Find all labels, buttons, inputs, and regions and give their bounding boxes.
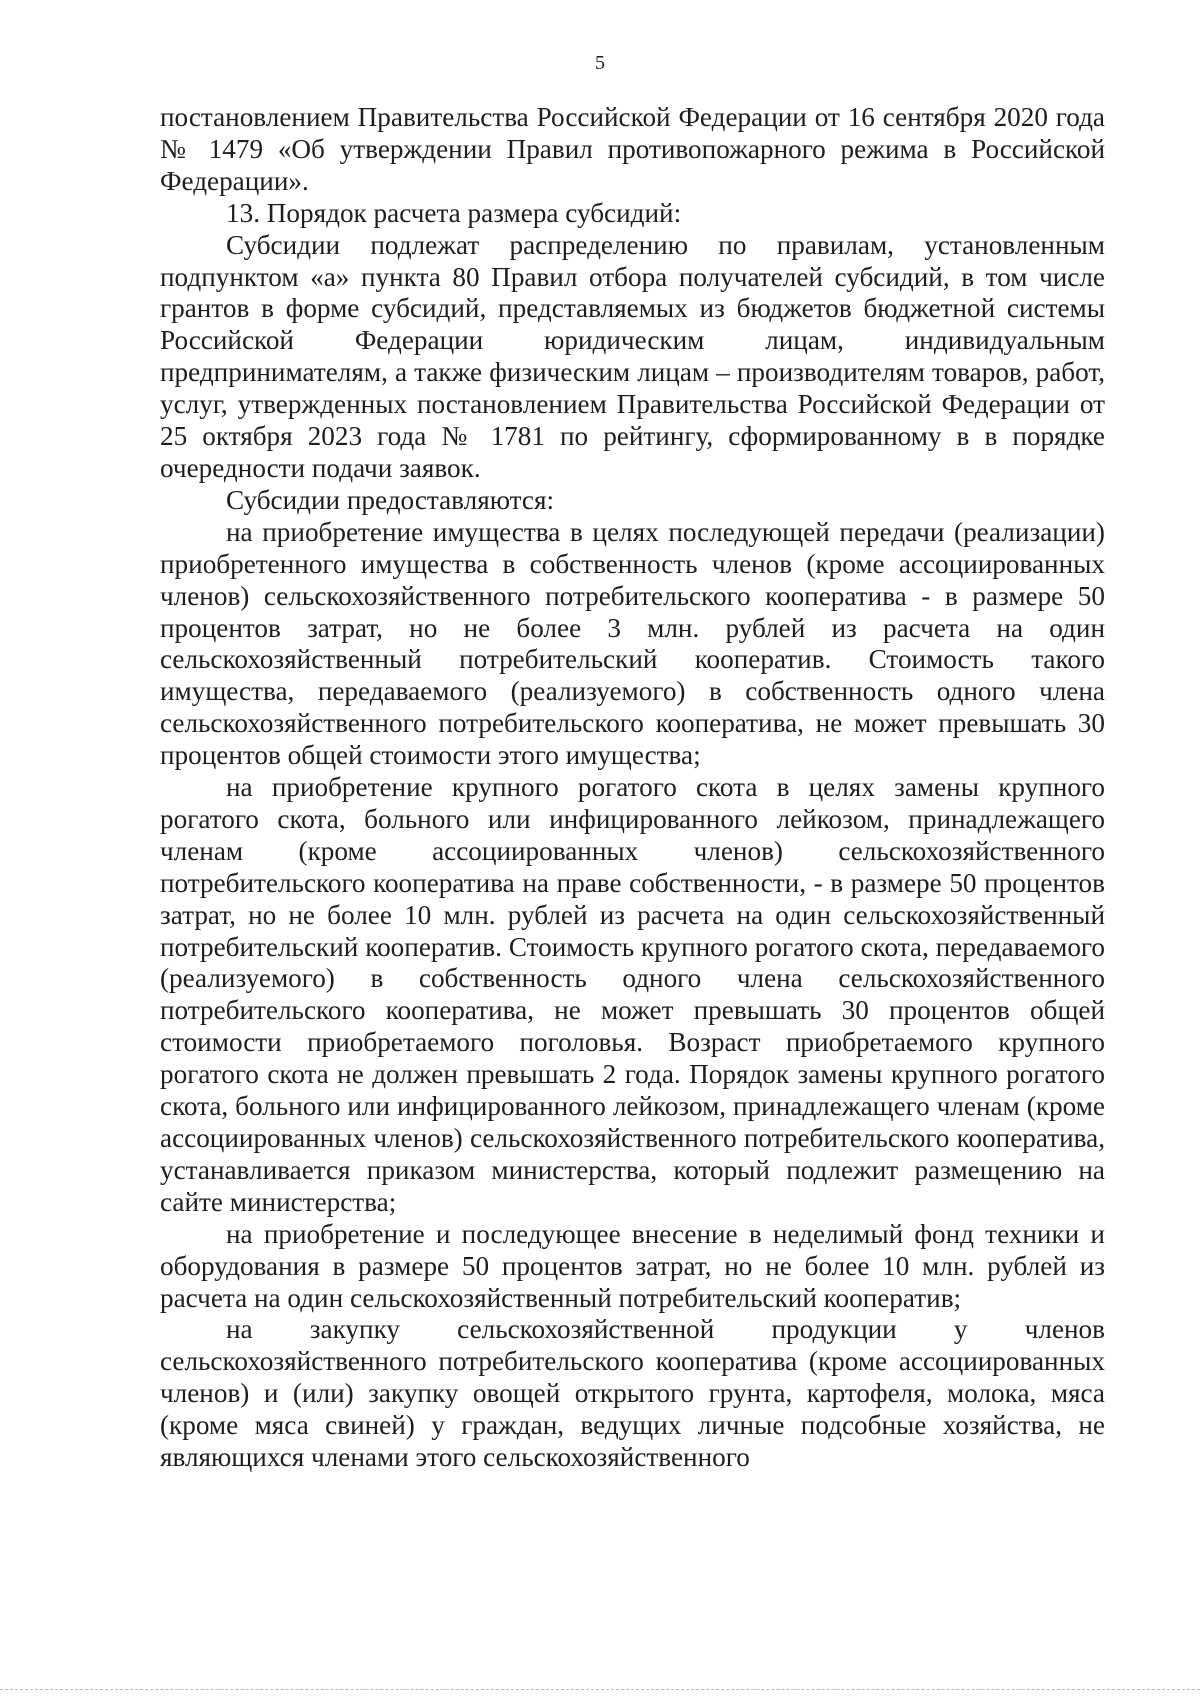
paragraph-equipment-acquisition: на приобретение и последующее внесение в неделимый фонд техники и оборудования в размере 50 процентов затрат, но не более 10 млн. рублей из расчета на один сельскохозяйственный потребительский кооператив; xyxy=(160,1218,1105,1313)
page-number: 5 xyxy=(595,52,605,74)
paragraph-distribution-rules: Субсидии подлежат распределению по правилам, установленным подпунктом «а» пункта 80 Правил отбора получателей субсидий, в том числе грантов в форме субсидий, представляемых из бюджетов бюджетной системы Российской Федерации юридическим лицам, индивидуальным предпринимателям, а также физическим лицам – производителям товаров, работ, услуг, утвержденных постановлением Правительства Российской Федерации от 25 октября 2023 года № 1781 по рейтингу, сформированному в в порядке очередности подачи заявок. xyxy=(160,229,1105,483)
paragraph-continuation: постановлением Правительства Российской Федерации от 16 сентября 2020 года № 1479 «Об утверждении Правил противопожарного режима в Российской Федерации». xyxy=(160,102,1105,196)
paragraph-property-acquisition: на приобретение имущества в целях последующей передачи (реализации) приобретенного имущества в собственность членов (кроме ассоциированных членов) сельскохозяйственного потребительского кооператива - в размере 50 процентов затрат, но не более 3 млн. рублей из расчета на один сельскохозяйственный потребительский кооператив. Стоимость такого имущества, передаваемого (реализуемого) в собственность одного члена сельскохозяйственного потребительского кооператива, не может превышать 30 процентов общей стоимости этого имущества; xyxy=(160,516,1105,771)
paragraph-produce-purchase: на закупку сельскохозяйственной продукции у членов сельскохозяйственного потребительского кооператива (кроме ассоциированных членов) и (или) закупку овощей открытого грунта, картофеля, молока, мяса (кроме мяса свиней) у граждан, ведущих личные подсобные хозяйства, не являющихся членами этого сельскохозяйственного xyxy=(160,1314,1105,1473)
paragraph-cattle-acquisition: на приобретение крупного рогатого скота в целях замены крупного рогатого скота, больного или инфицированного лейкозом, принадлежащего членам (кроме ассоциированных членов) сельскохозяйственного потребительского кооператива на праве собственности, - в размере 50 процентов затрат, но не более 10 млн. рублей из расчета на один сельскохозяйственный потребительский кооператив. Стоимость крупного рогатого скота, передаваемого (реализуемого) в собственность одного члена сельскохозяйственного потребительского кооператива, не может превышать 30 процентов общей стоимости приобретаемого поголовья. Возраст приобретаемого крупного рогатого скота не должен превышать 2 года. Порядок замены крупного рогатого скота, больного или инфицированного лейкозом, принадлежащего членам (кроме ассоциированных членов) сельскохозяйственного потребительского кооператива, устанавливается приказом министерства, который подлежит размещению на сайте министерства; xyxy=(160,772,1105,1217)
section-13-heading: 13. Порядок расчета размера субсидий: xyxy=(226,197,682,228)
paragraph-subsidies-provided: Субсидии предоставляются: xyxy=(226,484,555,515)
document-body xyxy=(160,102,1105,1474)
page-bottom-edge xyxy=(0,1689,1200,1690)
